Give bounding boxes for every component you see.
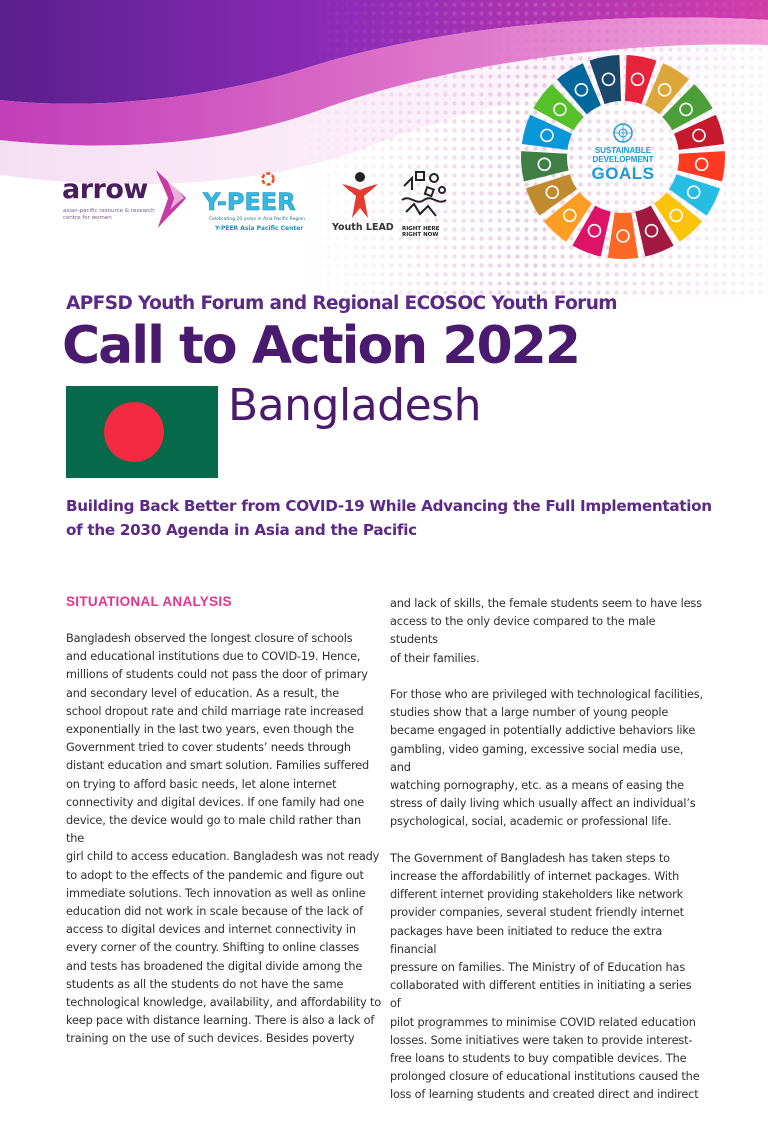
body-paragraph: Bangladesh observed the longest closure of schools and educational institutions due to COVID-19. Hence, millions of students could not pass the door of primary and secondary level of education. As a result, the school dropout rate and child marriage rate increased exponentially in the last two years, even though the Government tried to cover students’ needs through distant education and smart solution. Families suffered on trying to afford basic needs, let alone internet connectivity and digital devices. If one family had one device, the device would go to male child rather than the girl child to access education. Bangladesh was not ready to adopt to the effects of the pandemic and figure out immediate solutions. Tech innovation as well as online education did not work in scale because of the lack of access to digital devices and internet connectivity in every corner of the country. Shifting to online classes and tests has broadened the digital divide among the students as all the students do not have the same technological knowledge, availability, and affordability to keep pace with distance learning. There is also a lack of training on the use of such devices. Besides poverty [66, 632, 382, 1046]
body-column-left [66, 630, 382, 1067]
rhrn-pattern-icon [398, 168, 450, 224]
sdg-wheel [518, 52, 728, 262]
body-column-right [390, 595, 704, 1123]
rhrn-logo [398, 168, 458, 240]
un-emblem-icon [611, 122, 635, 144]
ypeer-tagline: Celebrating 20 years in Asia Pacific Region [209, 217, 306, 222]
body-paragraph: and lack of skills, the female students seem to have less access to the only device compared to the male students of their families. [390, 597, 702, 665]
ypeer-logo [203, 172, 321, 234]
forum-title: APFSD Youth Forum and Regional ECOSOC Youth Forum [66, 293, 617, 314]
ypeer-center-label: Y-PEER Asia Pacific Center [215, 225, 304, 232]
youth-lead-logo [330, 170, 392, 238]
country-name: Bangladesh [228, 380, 481, 431]
sdg-segment [608, 212, 638, 259]
flag-red-disc [104, 402, 164, 462]
partner-logos [60, 168, 480, 248]
arrow-tagline: asian-pacific resource & research centre for women [63, 208, 155, 221]
main-title: Call to Action 2022 [62, 316, 580, 376]
subtitle: Building Back Better from COVID-19 While Advancing the Full Implementation of the 2030 Agenda in Asia and the Pacific [66, 497, 712, 539]
body-paragraph: For those who are privileged with technological facilities, studies show that a large number of young people became engaged in potentially addictive behaviors like gambling, video gaming, excessive social media use, and watching pornography, etc. as a means of easing the stress of daily living which usually affect an individual’s psychological, social, academic or professional life. [390, 688, 703, 829]
section-heading: SITUATIONAL ANALYSIS [66, 594, 232, 609]
arrow-wordmark: arrow [62, 174, 148, 205]
sdg-center-goals: GOALS [591, 164, 655, 183]
rhrn-label: RIGHT HERE RIGHT NOW [402, 226, 440, 238]
sdg-center-line2: DEVELOPMENT [592, 155, 654, 164]
sdg-center-line1: SUSTAINABLE [594, 146, 652, 155]
ypeer-ring-icon [261, 172, 275, 186]
bangladesh-flag [66, 386, 218, 478]
body-paragraph: The Government of Bangladesh has taken steps to increase the affordabilitly of internet packages. With different internet providing stakeholders like network provider companies, several student friendly internet packages have been initiated to reduce the extra financial pressure on families. The Ministry of of Education has collaborated with different entities in initiating a series of pilot programmes to minimise COVID related education losses. Some initiatives were taken to provide interest- free loans to students to buy compatible devices. The prolonged closure of educational institutions caused the loss of learning students and created direct and indirect [390, 851, 700, 1102]
arrow-logo [60, 168, 195, 238]
ypeer-wordmark: Y-PEER [203, 188, 296, 216]
youth-lead-figure-icon [338, 170, 382, 220]
youth-lead-label: Youth LEAD [332, 222, 394, 233]
arrow-chevron-icon [152, 168, 192, 230]
